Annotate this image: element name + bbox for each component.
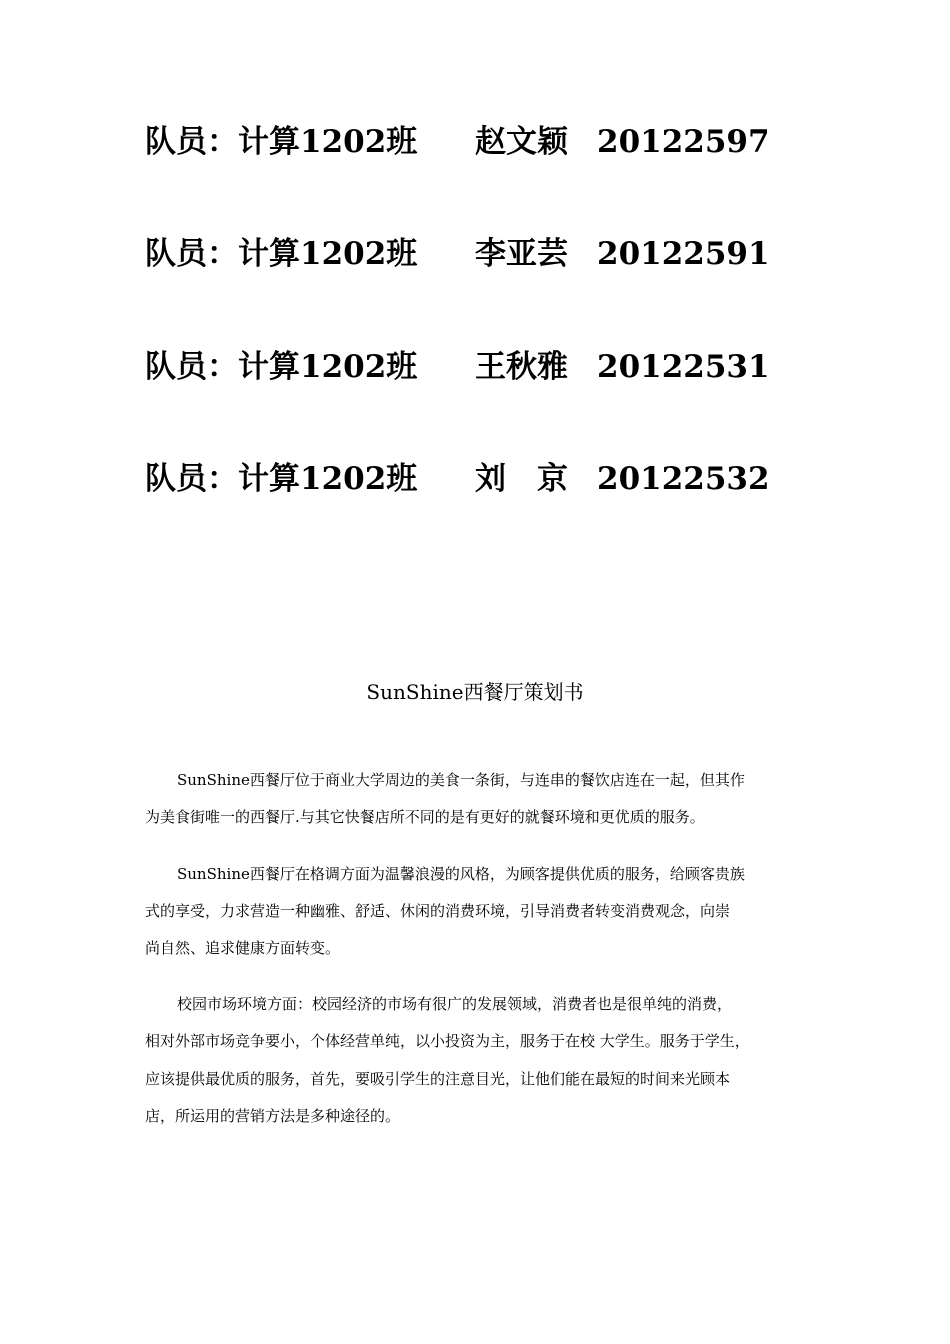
text-line: 相对外部市场竞争要小，个体经营单纯，以小投资为主，服务于在校 大学生。服务于学生， — [145, 1032, 750, 1050]
member-name: 刘 京 — [475, 461, 568, 497]
member-name: 赵文颖 — [475, 124, 568, 160]
document-title: SunShine西餐厅策划书 — [366, 680, 584, 704]
member-name: 王秋雅 — [475, 349, 568, 385]
member-id: 20122532 — [597, 461, 770, 497]
text-line: 校园市场环境方面：校园经济的市场有很广的发展领域，消费者也是很单纯的消费， — [177, 995, 733, 1013]
member-id: 20122591 — [597, 236, 770, 272]
text-line: 式的享受，力求营造一种幽雅、舒适、休闲的消费环境，引导消费者转变消费观念，向崇 — [145, 902, 731, 920]
member-class: 队员：计算1202班 — [145, 236, 418, 272]
member-class: 队员：计算1202班 — [145, 461, 418, 497]
member-name: 李亚芸 — [475, 236, 568, 272]
text-line: 为美食街唯一的西餐厅.与其它快餐店所不同的是有更好的就餐环境和更优质的服务。 — [145, 808, 705, 826]
member-id: 20122597 — [597, 124, 770, 160]
member-id: 20122531 — [597, 349, 770, 385]
text-line: 应该提供最优质的服务，首先，要吸引学生的注意目光，让他们能在最短的时间来光顾本 — [145, 1070, 731, 1088]
member-class: 队员：计算1202班 — [145, 124, 418, 160]
text-line: 店，所运用的营销方法是多种途径的。 — [145, 1107, 401, 1125]
text-line: 尚自然、追求健康方面转变。 — [145, 939, 341, 957]
text-line: SunShine西餐厅位于商业大学周边的美食一条街，与连串的餐饮店连在一起，但其作 — [177, 771, 745, 789]
text-line: SunShine西餐厅在格调方面为温馨浪漫的风格，为顾客提供优质的服务，给顾客贵族 — [177, 865, 745, 883]
member-class: 队员：计算1202班 — [145, 349, 418, 385]
